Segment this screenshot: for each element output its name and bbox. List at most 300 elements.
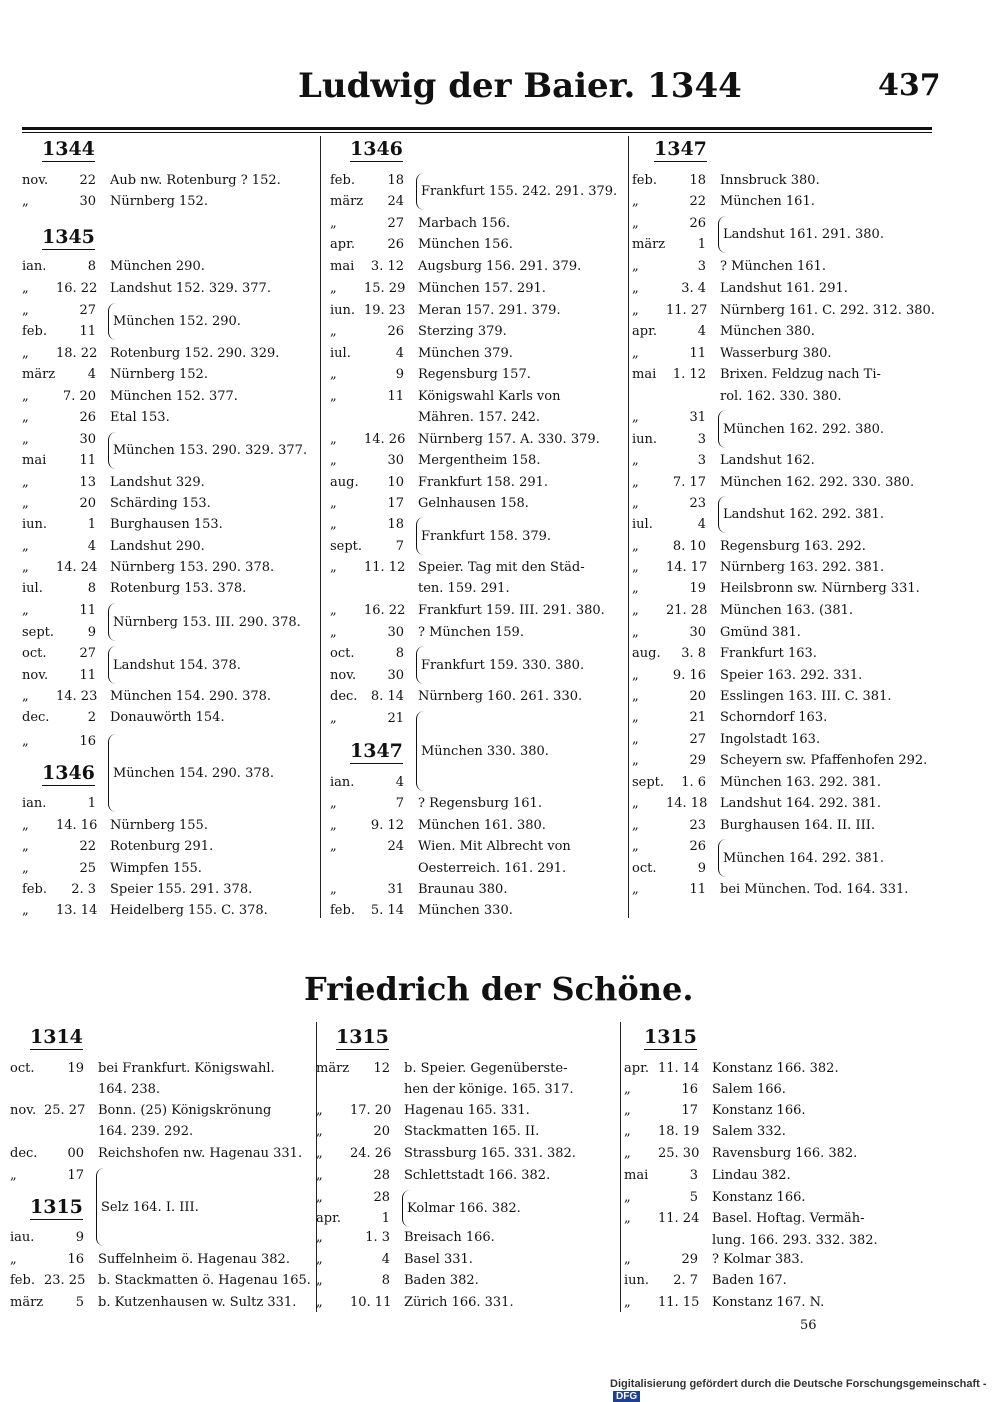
register-entry	[330, 539, 418, 555]
entry-place: Basel 331.	[404, 1252, 473, 1267]
entry-month: „	[330, 216, 337, 231]
register-entry	[22, 496, 211, 512]
register-entry	[330, 775, 418, 791]
entry-month: „	[632, 346, 639, 361]
register-entry	[316, 1190, 404, 1206]
entry-day: 13. 14	[56, 903, 98, 918]
entry-day: 26	[79, 410, 96, 425]
entry-month: „	[22, 346, 29, 361]
entry-month: „	[316, 1168, 323, 1183]
entry-place: Aub nw. Rotenburg ? 152.	[110, 173, 281, 188]
entry-place: Gmünd 381.	[720, 625, 801, 640]
register-entry	[624, 1124, 786, 1140]
register-entry	[22, 839, 213, 855]
register-entry	[330, 496, 529, 512]
register-entry	[330, 216, 510, 232]
header-rule-thin	[22, 132, 932, 133]
entry-day: 4	[87, 539, 96, 554]
entry-day: 30	[689, 625, 706, 640]
entry-place: Königswahl Karls von	[418, 389, 561, 404]
column-divider	[320, 136, 321, 918]
entry-place: Schärding 153.	[110, 496, 211, 511]
register-entry	[22, 710, 225, 726]
entry-day: 9	[75, 1230, 84, 1245]
entry-place: Esslingen 163. III. C. 381.	[720, 689, 892, 704]
entry-day: 26	[387, 237, 404, 252]
brace-entry: München 154. 290. 378.	[108, 734, 274, 812]
entry-month: „	[22, 432, 29, 447]
register-entry	[22, 603, 110, 619]
register-entry	[22, 173, 281, 189]
entry-day: 7	[395, 796, 404, 811]
entry-place: Lindau 382.	[712, 1168, 791, 1183]
entry-month: oct.	[632, 861, 657, 876]
entry-day: 14. 16	[56, 818, 98, 833]
entry-month: „	[632, 732, 639, 747]
entry-place: bei Frankfurt. Königswahl.	[98, 1061, 275, 1076]
entry-month: iul.	[632, 517, 653, 532]
entry-day: 11. 27	[666, 303, 708, 318]
register-entry	[624, 1211, 865, 1227]
register-entry	[632, 475, 914, 491]
entry-place: München 330.	[418, 903, 513, 918]
entry-day: 30	[79, 432, 96, 447]
entry-month: „	[632, 796, 639, 811]
entry-place: b. Kutzenhausen w. Sultz 331.	[98, 1295, 297, 1310]
entry-place: Landshut 290.	[110, 539, 205, 554]
entry-day: 13	[79, 475, 96, 490]
year-heading: 1347	[654, 138, 707, 160]
entry-day: 18	[387, 517, 404, 532]
entry-day: 22	[79, 173, 96, 188]
register-entry	[330, 194, 418, 210]
entry-month: mai	[330, 259, 355, 274]
entry-place: 164. 239. 292.	[98, 1124, 194, 1139]
entry-day: 24	[387, 839, 404, 854]
entry-day: 16	[681, 1082, 698, 1097]
entry-month: märz	[632, 237, 666, 252]
entry-month: oct.	[330, 646, 355, 661]
entry-place: Landshut 164. 292. 381.	[720, 796, 881, 811]
register-entry	[10, 1295, 296, 1311]
entry-month: „	[22, 389, 29, 404]
entry-place: lung. 166. 293. 332. 382.	[712, 1233, 878, 1248]
entry-place: Frankfurt 163.	[720, 646, 817, 661]
entry-month: feb.	[22, 882, 47, 897]
entry-place: ten. 159. 291.	[418, 581, 510, 596]
entry-month: feb.	[632, 173, 657, 188]
entry-day: 3. 8	[681, 646, 706, 661]
entry-day: 20	[79, 496, 96, 511]
entry-month: „	[22, 734, 29, 749]
register-entry	[22, 625, 110, 641]
entry-day: 5. 14	[370, 903, 404, 918]
entry-day: 20	[689, 689, 706, 704]
entry-day: 14. 26	[364, 432, 406, 447]
register-entry	[330, 389, 560, 405]
register-entry	[632, 539, 866, 555]
entry-day: 11	[79, 453, 96, 468]
entry-place: Heidelberg 155. C. 378.	[110, 903, 268, 918]
register-entry	[10, 1230, 98, 1246]
register-entry	[22, 194, 208, 210]
register-entry	[22, 903, 268, 919]
entry-month: „	[316, 1252, 323, 1267]
entry-day: 26	[387, 324, 404, 339]
register-entry	[330, 259, 581, 275]
entry-month: feb.	[10, 1273, 35, 1288]
entry-month: „	[632, 281, 639, 296]
entry-place: 164. 238.	[98, 1082, 161, 1097]
register-entry	[330, 796, 542, 812]
register-entry	[632, 689, 891, 705]
entry-day: 14. 18	[666, 796, 708, 811]
entry-month: sept.	[22, 625, 55, 640]
entry-month: iun.	[632, 432, 658, 447]
entry-month: märz	[10, 1295, 44, 1310]
entry-place: München 163. 292. 381.	[720, 775, 882, 790]
register-entry	[632, 581, 920, 597]
entry-place: München 379.	[418, 346, 513, 361]
register-entry	[632, 453, 815, 469]
dfg-logo: DFG	[613, 1391, 640, 1402]
entry-day: 28	[373, 1190, 390, 1205]
entry-month: oct.	[22, 646, 47, 661]
entry-place: hen der könige. 165. 317.	[404, 1082, 574, 1097]
register-entry	[330, 173, 418, 189]
entry-day: 26	[689, 216, 706, 231]
register-entry	[632, 517, 720, 533]
register-entry	[632, 324, 815, 340]
register-entry	[624, 1233, 878, 1249]
register-entry	[316, 1273, 479, 1289]
entry-month: „	[330, 796, 337, 811]
entry-day: 5	[689, 1190, 698, 1205]
entry-place: Speier 163. 292. 331.	[720, 668, 863, 683]
entry-place: Nürnberg 157. A. 330. 379.	[418, 432, 600, 447]
entry-day: 8	[381, 1273, 390, 1288]
entry-month: nov.	[330, 668, 357, 683]
entry-month: oct.	[10, 1061, 35, 1076]
year-heading: 1345	[42, 226, 95, 248]
entry-month: „	[632, 496, 639, 511]
entry-month: „	[632, 475, 639, 490]
register-entry	[316, 1082, 573, 1098]
brace-entry: Selz 164. I. III.	[96, 1168, 199, 1246]
entry-day: 16. 22	[364, 603, 406, 618]
register-entry	[330, 903, 513, 919]
entry-month: „	[632, 668, 639, 683]
entry-month: „	[316, 1273, 323, 1288]
section-title: Friedrich der Schöne.	[304, 970, 694, 1008]
register-entry	[330, 432, 600, 448]
column-divider	[620, 1022, 621, 1312]
register-entry	[316, 1168, 550, 1184]
entry-day: 4	[697, 324, 706, 339]
entry-month: apr.	[316, 1211, 341, 1226]
entry-month: „	[330, 625, 337, 640]
entry-place: Nürnberg 161. C. 292. 312. 380.	[720, 303, 935, 318]
entry-place: Schlettstadt 166. 382.	[404, 1168, 551, 1183]
entry-place: Wimpfen 155.	[110, 861, 202, 876]
entry-month: „	[22, 818, 29, 833]
entry-month: iul.	[330, 346, 351, 361]
entry-place: Donauwörth 154.	[110, 710, 225, 725]
entry-month: „	[632, 581, 639, 596]
register-entry	[632, 775, 881, 791]
entry-month: „	[330, 453, 337, 468]
entry-day: 28	[373, 1168, 390, 1183]
entry-day: 3	[689, 1168, 698, 1183]
brace-entry: München 164. 292. 381.	[718, 839, 884, 877]
entry-month: mai	[624, 1168, 649, 1183]
entry-month: „	[330, 367, 337, 382]
register-entry	[22, 281, 271, 297]
entry-month: „	[330, 711, 337, 726]
entry-place: Ravensburg 166. 382.	[712, 1146, 858, 1161]
entry-day: 23	[689, 818, 706, 833]
entry-place: Konstanz 166.	[712, 1190, 806, 1205]
register-entry	[10, 1168, 98, 1184]
entry-month: „	[10, 1252, 17, 1267]
header-rule	[22, 127, 932, 130]
register-entry	[632, 194, 815, 210]
register-entry	[330, 303, 561, 319]
entry-month: „	[330, 389, 337, 404]
register-entry	[10, 1124, 193, 1140]
register-entry	[22, 475, 205, 491]
entry-day: 8	[87, 581, 96, 596]
entry-day: 4	[381, 1252, 390, 1267]
brace-entry: München 162. 292. 380.	[718, 410, 884, 448]
entry-day: 8. 10	[672, 539, 706, 554]
entry-month: mai	[22, 453, 47, 468]
entry-month: „	[632, 259, 639, 274]
register-entry	[22, 560, 274, 576]
entry-month: „	[632, 453, 639, 468]
entry-day: 25. 27	[44, 1103, 86, 1118]
entry-day: 9	[395, 367, 404, 382]
entry-place: München 152. 377.	[110, 389, 238, 404]
entry-place: Schorndorf 163.	[720, 710, 828, 725]
entry-month: ian.	[330, 775, 355, 790]
entry-month: feb.	[330, 173, 355, 188]
entry-month: „	[330, 603, 337, 618]
register-entry	[22, 796, 110, 812]
entry-place: Reichshofen nw. Hagenau 331.	[98, 1146, 303, 1161]
register-entry	[316, 1124, 539, 1140]
entry-month: „	[22, 194, 29, 209]
entry-day: 11. 24	[658, 1211, 700, 1226]
entry-day: 4	[87, 367, 96, 382]
entry-place: Salem 332.	[712, 1124, 786, 1139]
entry-place: Konstanz 167. N.	[712, 1295, 825, 1310]
entry-day: 8	[87, 259, 96, 274]
entry-place: Baden 167.	[712, 1273, 787, 1288]
entry-month: „	[624, 1211, 631, 1226]
entry-month: „	[330, 818, 337, 833]
register-entry	[330, 324, 507, 340]
entry-month: „	[632, 625, 639, 640]
entry-day: 11	[689, 882, 706, 897]
entry-day: 9. 16	[672, 668, 706, 683]
entry-day: 30	[79, 194, 96, 209]
entry-place: Breisach 166.	[404, 1230, 495, 1245]
entry-place: Stackmatten 165. II.	[404, 1124, 540, 1139]
register-entry	[632, 560, 884, 576]
entry-month: iau.	[10, 1230, 35, 1245]
entry-day: 21. 28	[666, 603, 708, 618]
entry-place: Konstanz 166.	[712, 1103, 806, 1118]
entry-day: 26	[689, 839, 706, 854]
entry-day: 11	[689, 346, 706, 361]
entry-month: „	[10, 1168, 17, 1183]
entry-month: „	[632, 194, 639, 209]
register-entry	[22, 539, 205, 555]
entry-place: Landshut 152. 329. 377.	[110, 281, 271, 296]
entry-place: Nürnberg 155.	[110, 818, 208, 833]
entry-place: Heilsbronn sw. Nürnberg 331.	[720, 581, 920, 596]
register-entry	[316, 1061, 567, 1077]
entry-place: ? München 159.	[418, 625, 524, 640]
year-heading: 1344	[42, 138, 95, 160]
register-entry	[330, 603, 605, 619]
register-entry	[330, 560, 585, 576]
entry-month: nov.	[22, 668, 49, 683]
register-entry	[316, 1103, 530, 1119]
register-entry	[624, 1103, 806, 1119]
entry-place: Marbach 156.	[418, 216, 511, 231]
year-heading: 1315	[30, 1196, 83, 1218]
register-entry	[632, 496, 720, 512]
entry-month: apr.	[330, 237, 355, 252]
register-entry	[316, 1211, 404, 1227]
entry-day: 11. 12	[364, 560, 406, 575]
entry-month: „	[22, 303, 29, 318]
register-entry	[330, 237, 513, 253]
register-entry	[632, 216, 720, 232]
brace-entry: München 152. 290.	[108, 303, 241, 340]
entry-place: München 161. 380.	[418, 818, 546, 833]
entry-place: Rotenburg 152. 290. 329.	[110, 346, 280, 361]
entry-month: „	[624, 1190, 631, 1205]
entry-place: Hagenau 165. 331.	[404, 1103, 530, 1118]
register-entry	[10, 1082, 160, 1098]
register-entry	[632, 389, 842, 405]
entry-month: „	[632, 560, 639, 575]
entry-place: Oesterreich. 161. 291.	[418, 861, 567, 876]
entry-day: 18. 22	[56, 346, 98, 361]
entry-day: 10	[387, 475, 404, 490]
entry-place: Strassburg 165. 331. 382.	[404, 1146, 576, 1161]
entry-place: Landshut 162.	[720, 453, 815, 468]
entry-day: 1	[87, 517, 96, 532]
register-entry	[316, 1252, 473, 1268]
entry-month: nov.	[22, 173, 49, 188]
register-entry	[10, 1252, 290, 1268]
entry-day: 11	[79, 324, 96, 339]
entry-place: Zürich 166. 331.	[404, 1295, 514, 1310]
entry-day: 10. 11	[350, 1295, 392, 1310]
register-entry	[330, 668, 418, 684]
register-entry	[22, 367, 208, 383]
entry-place: München 290.	[110, 259, 205, 274]
brace-entry: Landshut 154. 378.	[108, 646, 241, 684]
register-entry	[632, 237, 720, 253]
entry-month: „	[316, 1146, 323, 1161]
year-heading: 1346	[350, 138, 403, 160]
register-entry	[330, 689, 582, 705]
entry-day: 1	[381, 1211, 390, 1226]
register-entry	[22, 324, 110, 340]
entry-month: „	[22, 839, 29, 854]
entry-month: „	[632, 882, 639, 897]
register-entry	[22, 861, 202, 877]
entry-place: Wien. Mit Albrecht von	[418, 839, 571, 854]
brace-entry: München 153. 290. 329. 377.	[108, 432, 307, 469]
year-heading: 1314	[30, 1026, 83, 1048]
entry-place: Burghausen 164. II. III.	[720, 818, 875, 833]
entry-place: Meran 157. 291. 379.	[418, 303, 561, 318]
entry-day: 30	[387, 668, 404, 683]
entry-day: 2. 3	[71, 882, 96, 897]
register-entry	[624, 1146, 857, 1162]
entry-month: „	[330, 281, 337, 296]
register-entry	[632, 753, 927, 769]
register-entry	[330, 625, 524, 641]
entry-day: 19. 23	[364, 303, 406, 318]
register-entry	[330, 367, 531, 383]
register-entry	[632, 625, 801, 641]
entry-month: „	[632, 710, 639, 725]
register-entry	[10, 1146, 302, 1162]
entry-day: 29	[689, 753, 706, 768]
register-entry	[632, 346, 832, 362]
entry-day: 21	[387, 711, 404, 726]
register-entry	[330, 711, 418, 727]
entry-place: Nürnberg 153. 290. 378.	[110, 560, 275, 575]
entry-day: 2	[87, 710, 96, 725]
entry-month: „	[22, 560, 29, 575]
register-entry	[632, 646, 817, 662]
register-entry	[22, 689, 271, 705]
entry-day: 1	[697, 237, 706, 252]
entry-month: „	[632, 839, 639, 854]
signature-mark: 56	[800, 1318, 817, 1333]
entry-month: „	[624, 1295, 631, 1310]
entry-day: 8. 14	[370, 689, 404, 704]
entry-place: Rotenburg 291.	[110, 839, 214, 854]
entry-day: 2. 7	[673, 1273, 698, 1288]
entry-day: 18	[387, 173, 404, 188]
entry-place: Brixen. Feldzug nach Ti-	[720, 367, 881, 382]
register-entry	[22, 346, 279, 362]
entry-day: 15. 29	[364, 281, 406, 296]
entry-place: Mähren. 157. 242.	[418, 410, 541, 425]
register-entry	[22, 734, 110, 750]
entry-day: 27	[387, 216, 404, 231]
entry-day: 17. 20	[350, 1103, 392, 1118]
entry-month: „	[22, 603, 29, 618]
entry-month: dec.	[22, 710, 50, 725]
entry-day: 30	[387, 625, 404, 640]
entry-day: 3. 12	[370, 259, 404, 274]
entry-day: 29	[681, 1252, 698, 1267]
entry-month: iun.	[330, 303, 356, 318]
entry-place: Braunau 380.	[418, 882, 508, 897]
entry-day: 20	[373, 1124, 390, 1139]
register-entry	[632, 839, 720, 855]
